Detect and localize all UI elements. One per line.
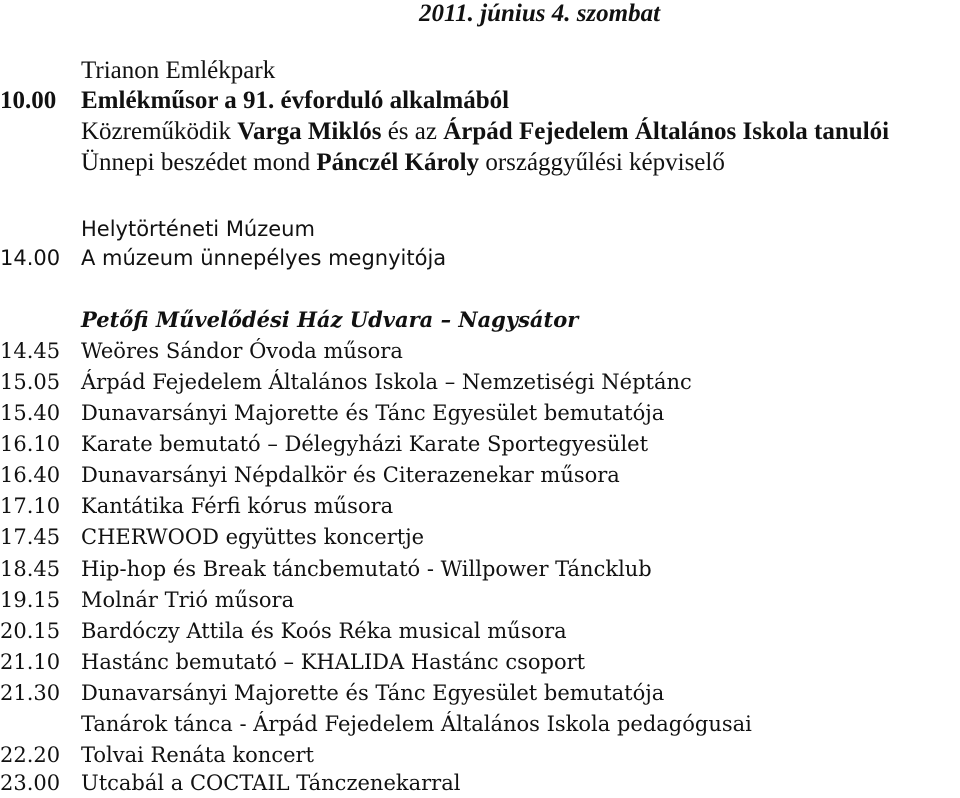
program-title: CHERWOOD együttes koncertje bbox=[81, 525, 425, 549]
detail-text: Közreműködik bbox=[81, 118, 238, 145]
program-title: Dunavarsányi Majorette és Tánc Egyesület bemutatója bbox=[81, 401, 665, 425]
program-time: 14.00 bbox=[0, 246, 61, 270]
program-time: 16.10 bbox=[0, 432, 61, 456]
program-date: 2011. június 4. szombat bbox=[419, 0, 661, 27]
program-title: Weöres Sándor Óvoda műsora bbox=[81, 339, 403, 363]
speaker-name: Pánczél Károly bbox=[316, 149, 480, 176]
program-time: 23.00 bbox=[0, 771, 61, 795]
program-title: Tolvai Renáta koncert bbox=[81, 743, 314, 767]
program-title: Hip-hop és Break táncbemutató - Willpower Táncklub bbox=[81, 557, 652, 581]
program-time: 19.15 bbox=[0, 588, 61, 612]
program-title: A múzeum ünnepélyes megnyitója bbox=[81, 246, 447, 270]
performer-name: Árpád Fejedelem Általános Iskola tanulói bbox=[443, 118, 890, 145]
program-time: 10.00 bbox=[0, 87, 57, 114]
program-time: 15.40 bbox=[0, 401, 61, 425]
program-title: Bardóczy Attila és Koós Réka musical műsora bbox=[81, 619, 567, 643]
program-time: 17.45 bbox=[0, 525, 61, 549]
program-time: 18.45 bbox=[0, 557, 61, 581]
program-time: 21.30 bbox=[0, 681, 61, 705]
program-title: Dunavarsányi Majorette és Tánc Egyesület bemutatója bbox=[81, 681, 665, 705]
program-title: Emlékműsor a 91. évforduló alkalmából bbox=[81, 87, 510, 114]
program-time: 22.20 bbox=[0, 743, 61, 767]
detail-text: Ünnepi beszédet mond bbox=[81, 149, 317, 176]
program-title: Dunavarsányi Népdalkör és Citerazenekar műsora bbox=[81, 463, 620, 487]
program-title: Hastánc bemutató – KHALIDA Hastánc csoport bbox=[81, 650, 586, 674]
program-time: 14.45 bbox=[0, 339, 61, 363]
detail-text: országgyűlési képviselő bbox=[479, 149, 725, 176]
program-title: Kantátika Férfi kórus műsora bbox=[81, 494, 394, 518]
program-time: 17.10 bbox=[0, 494, 61, 518]
program-time: 20.15 bbox=[0, 619, 61, 643]
program-title: Utcabál a COCTAIL Tánczenekarral bbox=[81, 771, 461, 795]
program-time: 16.40 bbox=[0, 463, 61, 487]
program-time: 21.10 bbox=[0, 650, 61, 674]
program-time: 15.05 bbox=[0, 370, 61, 394]
program-title: Tanárok tánca - Árpád Fejedelem Általános Iskola pedagógusai bbox=[81, 712, 752, 736]
performer-name: Varga Miklós bbox=[237, 118, 382, 145]
program-title: Árpád Fejedelem Általános Iskola – Nemzetiségi Néptánc bbox=[81, 370, 692, 394]
program-title: Molnár Trió műsora bbox=[81, 588, 295, 612]
program-title: Karate bemutató – Délegyházi Karate Sportegyesület bbox=[81, 432, 649, 456]
detail-text: és az bbox=[381, 118, 444, 145]
